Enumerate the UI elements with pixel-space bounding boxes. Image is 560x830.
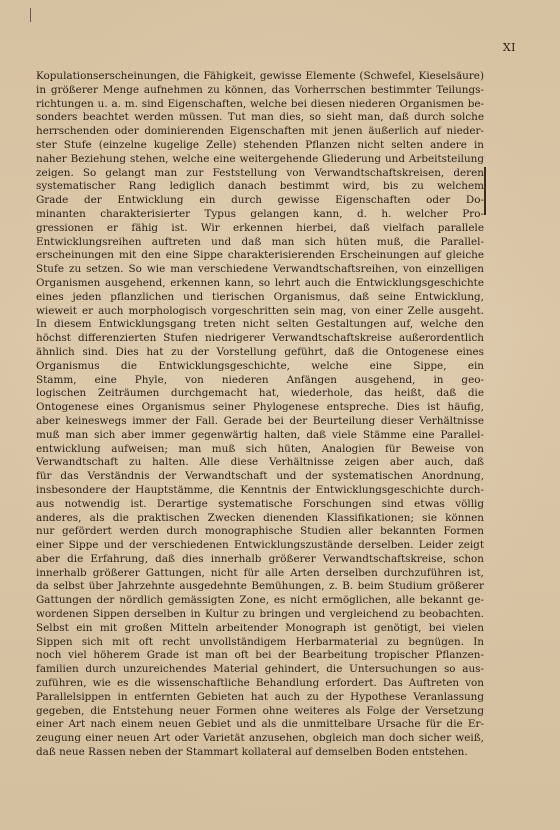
- text-line: zeugung einer neuen Art oder Varietät anzusehen, obgleich man doch sicher weiß,: [36, 732, 484, 745]
- text-line: Ontogenese eines Organismus seiner Phylogenese entspreche. Dies ist häufig,: [36, 401, 484, 414]
- text-line: anderes, als die praktischen Zwecken dienenden Klassifikationen; sie können: [36, 511, 484, 524]
- text-line: eines jeden pflanzlichen und tierischen Organismus, daß seine Entwicklung,: [36, 290, 484, 303]
- text-line: noch viel höherem Grade ist man oft bei der Bearbeitung tropischer Pflanzen-: [36, 649, 484, 662]
- text-line: Selbst ein mit großen Mitteln arbeitender Monograph ist genötigt, bei vielen: [36, 621, 484, 634]
- text-line: aber keineswegs immer der Fall. Gerade bei der Beurteilung dieser Verhältnisse: [36, 414, 484, 427]
- text-line: gressionen er fähig ist. Wir erkennen hierbei, daß vielfach parallele: [36, 221, 484, 234]
- text-line: in größerer Menge aufnehmen zu können, das Vorherrschen bestimmter Teilungs-: [36, 83, 484, 96]
- text-line: entwicklung aufweisen; man muß sich hüten, Analogien für Beweise von: [36, 442, 484, 455]
- text-line: Kopulationserscheinungen, die Fähigkeit, gewisse Elemente (Schwefel, Kieselsäure): [36, 70, 484, 82]
- text-line: gegeben, die Entstehung neuer Formen ohne weiteres als Folge der Versetzung: [36, 704, 484, 717]
- text-line: sonders beachtet werden müssen. Tut man dies, so sieht man, daß durch solche: [36, 111, 484, 124]
- text-line: Entwicklungsreihen auftreten und daß man sich hüten muß, die Parallel-: [36, 235, 484, 248]
- text-line: aber die Erfahrung, daß dies innerhalb größerer Verwandtschaftskreise, schon: [36, 552, 484, 565]
- text-line: Gattungen der nördlich gemässigten Zone, es nicht ermöglichen, alle bekannt ge-: [36, 594, 484, 607]
- text-line: für das Verständnis der Verwandtschaft und der systematischen Anordnung,: [36, 470, 484, 483]
- text-line: minanten charakterisierter Typus gelangen kann, d. h. welcher Pro-: [36, 207, 484, 220]
- body-text: [36, 70, 484, 760]
- margin-bracket: [484, 167, 486, 215]
- text-line: familien durch unzureichendes Material gehindert, die Untersuchungen so aus-: [36, 663, 484, 676]
- text-line: wieweit er auch morphologisch vorgeschritten sein mag, von einer Zelle ausgeht.: [36, 304, 484, 317]
- text-line: Stufe zu setzen. So wie man verschiedene Verwandtschaftsreihen, von einzelligen: [36, 263, 484, 276]
- text-line: muß man sich aber immer gegenwärtig halten, daß viele Stämme eine Parallel-: [36, 428, 484, 441]
- text-line: wordenen Sippen derselben in Kultur zu bringen und vergleichend zu beobachten.: [36, 608, 484, 621]
- text-line: Organismen ausgehend, erkennen kann, so lehrt auch die Entwicklungsgeschichte: [36, 276, 484, 289]
- text-line: insbesondere der Hauptstämme, die Kenntnis der Entwicklungsgeschichte durch-: [36, 483, 484, 496]
- text-line: Sippen sich mit oft recht unvollständigem Herbarmaterial zu begnügen. In: [36, 635, 484, 648]
- text-line: ster Stufe (einzelne kugelige Zelle) stehenden Pflanzen nicht selten andere in: [36, 138, 484, 151]
- text-line: Grade der Entwicklung ein durch gewisse Eigenschaften oder Do-: [36, 194, 484, 207]
- page-number: XI: [502, 41, 516, 54]
- text-line: herrschenden oder dominierenden Eigenschaften mit jenen äußerlich auf nieder-: [36, 125, 484, 138]
- text-line: daß neue Rassen neben der Stammart kollateral auf demselben Boden entstehen.: [36, 746, 468, 759]
- margin-mark: [30, 8, 31, 22]
- text-line: Parallelsippen in entfernten Gebieten hat auch zu der Hypothese Veranlassung: [36, 690, 484, 703]
- text-line: ähnlich sind. Dies hat zu der Vorstellung geführt, daß die Ontogenese eines: [36, 345, 484, 358]
- text-line: logischen Zeiträumen durchgemacht hat, wiederhole, das heißt, daß die: [36, 387, 484, 400]
- text-line: innerhalb größerer Gattungen, nicht für alle Arten derselben durchzuführen ist,: [36, 566, 484, 579]
- text-line: einer Sippe und der verschiedenen Entwicklungszustände derselben. Leider zeigt: [36, 539, 484, 552]
- text-line: systematischer Rang lediglich danach bestimmt wird, bis zu welchem: [36, 180, 484, 193]
- text-line: einer Art nach einem neuen Gebiet und als die unmittelbare Ursache für die Er-: [36, 718, 484, 731]
- text-line: In diesem Entwicklungsgang treten nicht selten Gestaltungen auf, welche den: [36, 318, 484, 331]
- text-line: Verwandtschaft zu halten. Alle diese Verhältnisse zeigen aber auch, daß: [36, 456, 484, 469]
- text-line: Stamm, eine Phyle, von niederen Anfängen ausgehend, in geo-: [36, 373, 484, 386]
- text-line: naher Beziehung stehen, welche eine weitergehende Gliederung und Arbeitsteilung: [36, 152, 484, 165]
- text-line: da selbst über Jahrzehnte ausgedehnte Bemühungen, z. B. beim Studium größerer: [36, 580, 484, 593]
- text-line: zeigen. So gelangt man zur Feststellung von Verwandtschaftskreisen, deren: [36, 166, 484, 179]
- text-line: höchst differenzierten Stufen niedrigerer Verwandtschaftskreise außerordentlich: [36, 332, 484, 345]
- text-line: nur gefördert werden durch monographische Studien aller bekannten Formen: [36, 525, 484, 538]
- text-line: erscheinungen mit den eine Sippe charakterisierenden Erscheinungen auf gleiche: [36, 249, 484, 262]
- text-line: aus notwendig ist. Derartige systematische Forschungen sind etwas völlig: [36, 497, 484, 510]
- text-line: richtungen u. a. m. sind Eigenschaften, welche bei diesen niederen Organismen be-: [36, 97, 484, 110]
- text-line: zuführen, wie es die wissenschaftliche Behandlung erfordert. Das Auftreten von: [36, 677, 484, 690]
- text-line: Organismus die Entwicklungsgeschichte, welche eine Sippe, ein: [36, 359, 484, 372]
